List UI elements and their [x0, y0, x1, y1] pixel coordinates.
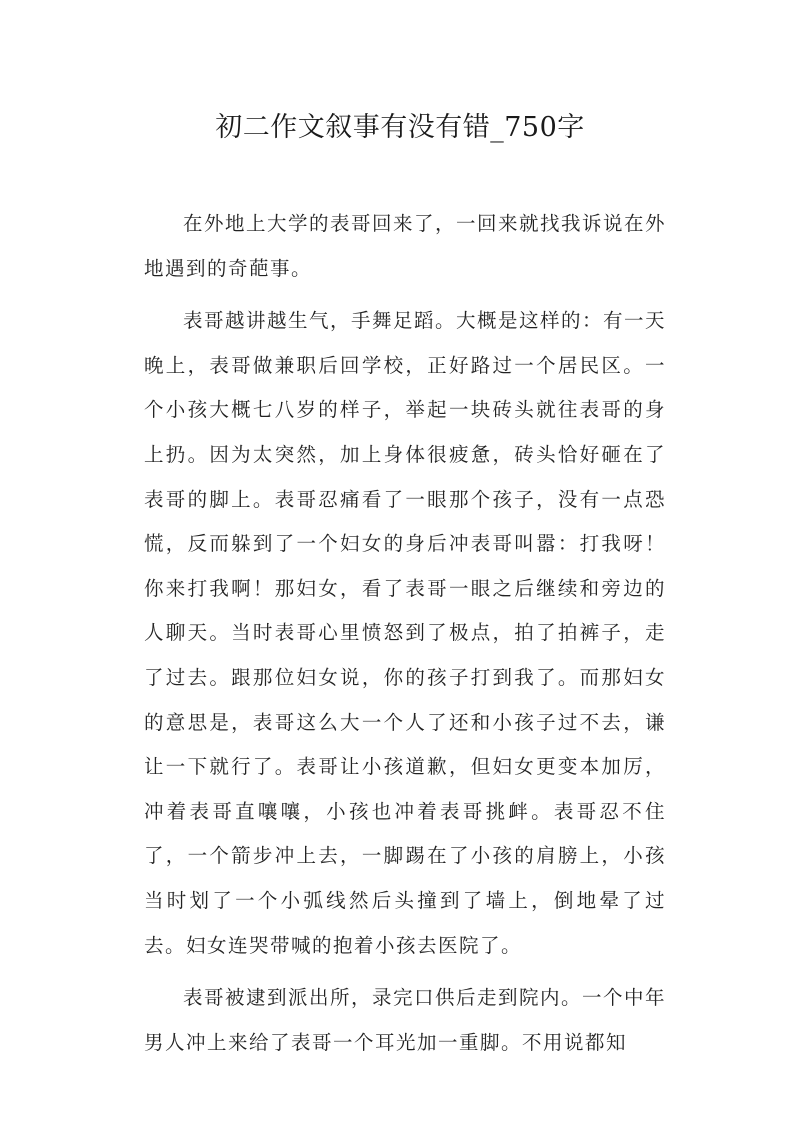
document-body [144, 202, 666, 1073]
paragraph-3: 表哥被逮到派出所，录完口供后走到院内。一个中年男人冲上来给了表哥一个耳光加一重脚。不用说都知 [144, 986, 667, 1054]
paragraph-2: 表哥越讲越生气，手舞足蹈。大概是这样的：有一天晚上，表哥做兼职后回学校，正好路过一个居民区。一个小孩大概七八岁的样子，举起一块砖头就往表哥的身上扔。因为太突然，加上身体很疲惫，砖头恰好砸在了表哥的脚上。表哥忍痛看了一眼那个孩子，没有一点恐慌，反而躲到了一个妇女的身后冲表哥叫嚣：打我呀！你来打我啊！那妇女，看了表哥一眼之后继续和旁边的人聊天。当时表哥心里愤怒到了极点，拍了拍裤子，走了过去。跟那位妇女说，你的孩子打到我了。而那妇女的意思是，表哥这么大一个人了还和小孩子过不去，谦让一下就行了。表哥让小孩道歉，但妇女更变本加厉，冲着表哥直嚷嚷，小孩也冲着表哥挑衅。表哥忍不住了，一个箭步冲上去，一脚踢在了小孩的肩膀上，小孩当时划了一个小弧线然后头撞到了墙上，倒地晕了过去。妇女连哭带喊的抱着小孩去医院了。 [144, 309, 667, 957]
paragraph-1: 在外地上大学的表哥回来了，一回来就找我诉说在外地遇到的奇葩事。 [144, 212, 667, 280]
document-title: 初二作文叙事有没有错_750字 [215, 112, 585, 143]
